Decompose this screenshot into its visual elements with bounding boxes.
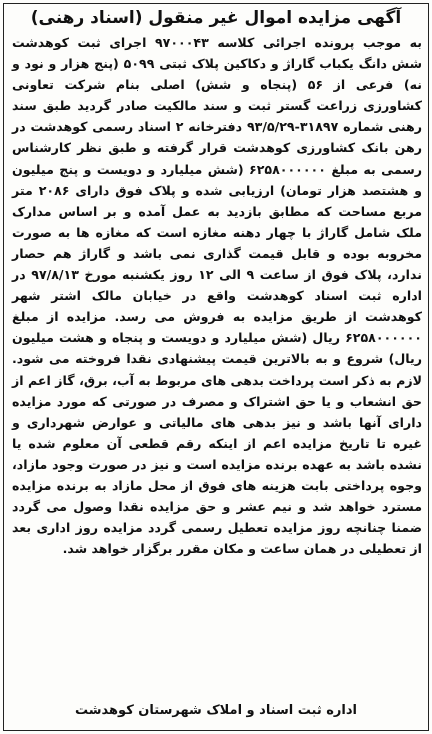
notice-title: آگهی مزایده اموال غیر منقول (اسناد رهنی) [30, 8, 402, 28]
notice-body: به موجب پرونده اجرائی کلاسه ۹۷۰۰۰۴۳ اجرای ثبت کوهدشت شش دانگ یکباب گاراژ و دکاکین پلاک ثبتی ۵۰۹۹ (پنج هزار و نود و نه) فرعی از ۵۶ (پنجاه و شش) اصلی بنام شرکت تعاونی کشاورزی زراعت گستر ثبت و سند مالکیت صادر گردید طبق سند رهنی شماره ۳۱۸۹۷-۹۳/۵/۲۹ دفترخانه ۲ اسناد رسمی کوهدشت در رهن بانک کشاورزی کوهدشت قرار گرفته و طبق نظر کارشناس رسمی به مبلغ ۶۲۵۸۰۰۰۰۰۰ (شش میلیارد و دویست و پنج میلیون و هشتصد هزار تومان) ارزیابی شده و پلاک فوق دارای ۲۰۸۶ متر مربع مساحت که مطابق بازدید به عمل آمده و بر اساس مدارک ملک شامل گاراژ با چهار دهنه مغازه است که مغازه ها به صورت مخروبه بوده و قابل قیمت گذاری نمی باشد و گاراژ هم حصار ندارد، پلاک فوق از ساعت ۹ الی ۱۲ روز یکشنبه مورخ ۹۷/۸/۱۳ در اداره ثبت اسناد کوهدشت واقع در خیابان مالک اشتر شهر کوهدشت از طریق مزایده به فروش می رسد. مزایده از مبلغ ۶۲۵۸۰۰۰۰۰۰ ریال (شش میلیارد و دویست و پنجاه و هشت میلیون ریال) شروع و به بالاترین قیمت پیشنهادی نقدا فروخته می شود. لازم به ذکر است پرداخت بدهی های مربوط به آب، برق، گاز اعم از حق انشعاب و یا حق اشتراک و مصرف در صورتی که مورد مزایده دارای آنها باشد و نیز بدهی های مالیاتی و عوارض شهرداری و غیره تا تاریخ مزایده اعم از اینکه رقم قطعی آن معلوم شده یا نشده باشد به عهده برنده مزایده است و نیز در صورت وجود مازاد، وجوه پرداختی بابت هزینه های فوق از محل مازاد به برنده مزایده مسترد خواهد شد و نیم عشر و حق مزایده نقدا وصول می گردد ضمنا چنانچه روز مزایده تعطیل رسمی گردد مزایده روز اداری بعد از تعطیلی در همان ساعت و مکان مقرر برگزار خواهد شد. [12, 35, 423, 557]
notice-signature: اداره ثبت اسناد و املاک شهرستان کوهدشت [74, 703, 357, 718]
